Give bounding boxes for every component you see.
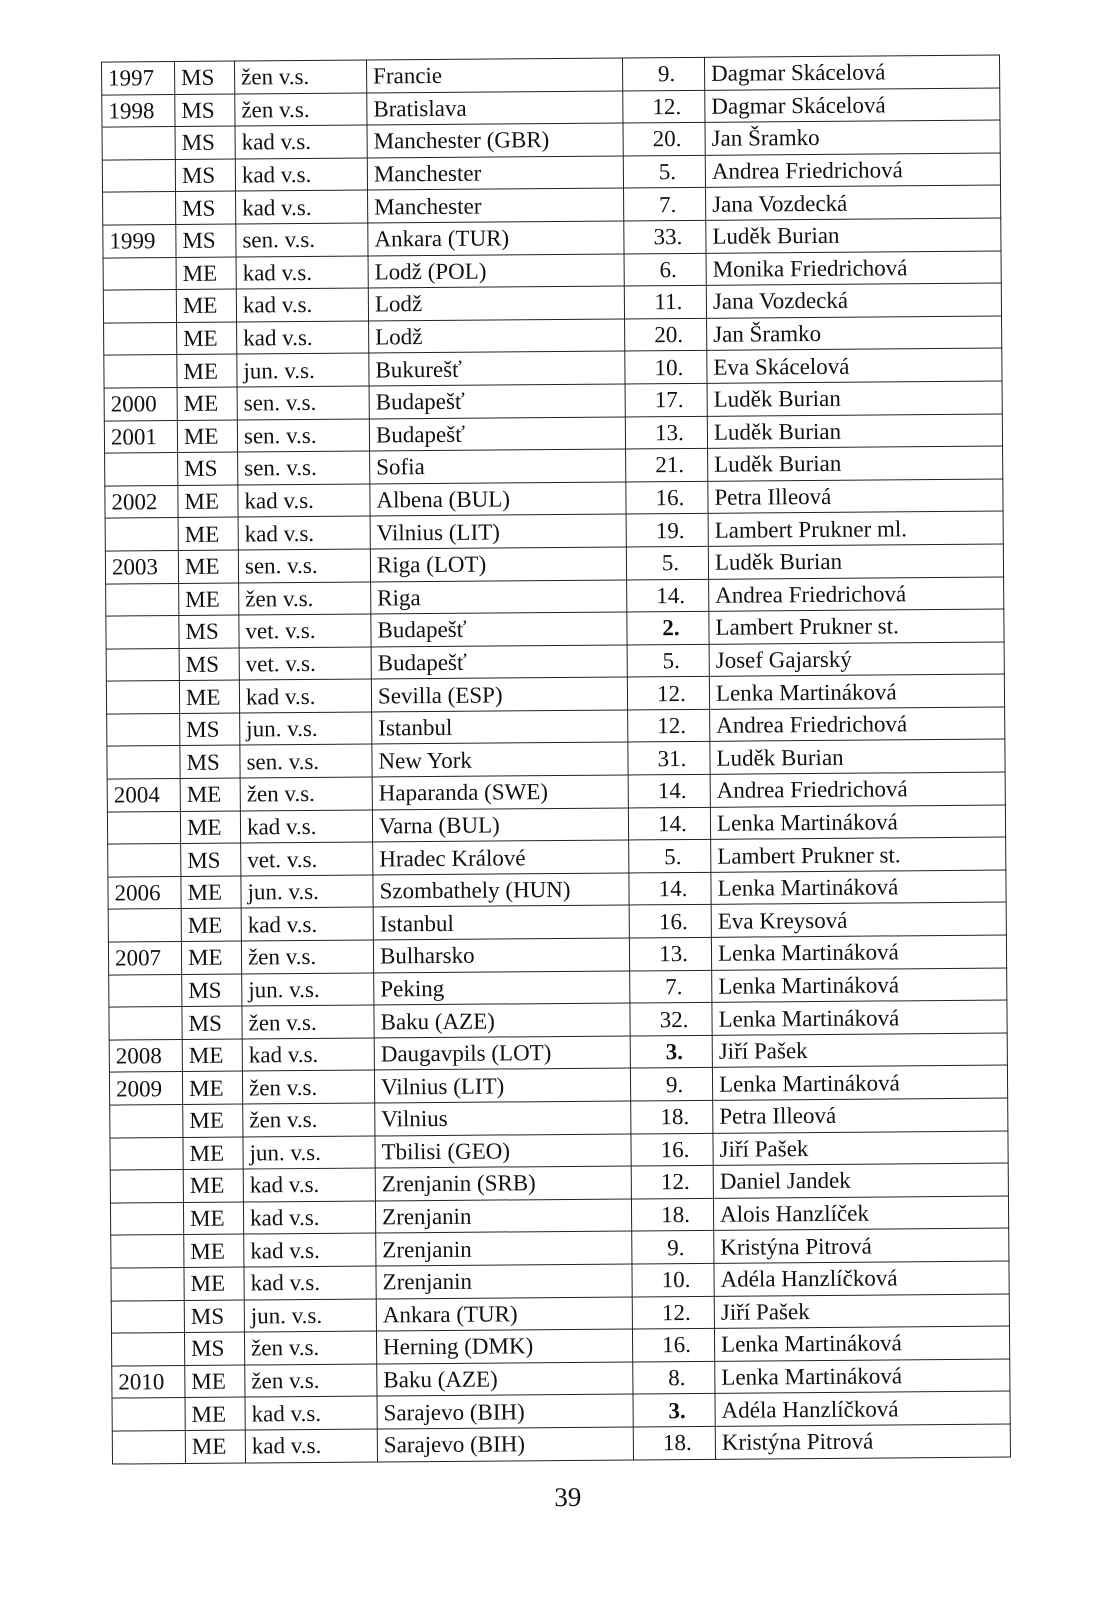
category-cell: žen v.s. <box>235 93 367 127</box>
venue-cell: Ankara (TUR) <box>368 221 624 256</box>
year-cell <box>106 616 179 649</box>
competition-type-cell: MS <box>175 126 235 159</box>
category-cell: žen v.s. <box>244 1331 376 1365</box>
category-cell: kad v.s. <box>244 1233 376 1267</box>
venue-cell: Francie <box>366 58 622 93</box>
venue-cell: Zrenjanin (SRB) <box>375 1166 631 1201</box>
athlete-name-cell: Lenka Martináková <box>712 968 1007 1003</box>
year-cell <box>112 1430 185 1463</box>
year-cell <box>104 355 177 388</box>
placement-cell: 16. <box>626 481 708 514</box>
athlete-name-cell: Alois Hanzlíček <box>713 1196 1008 1231</box>
venue-cell: Budapešť <box>369 384 625 419</box>
competition-type-cell: MS <box>179 615 239 648</box>
athlete-name-cell: Adéla Hanzlíčková <box>714 1261 1009 1296</box>
table-row <box>112 1424 1010 1464</box>
year-cell: 2009 <box>109 1072 182 1105</box>
athlete-name-cell: Jana Vozdecká <box>706 283 1001 318</box>
placement-cell: 9. <box>630 1068 712 1101</box>
competition-type-cell: ME <box>183 1137 243 1170</box>
competition-type-cell: ME <box>176 289 236 322</box>
venue-cell: Vilnius (LIT) <box>370 514 626 549</box>
year-cell: 1998 <box>102 94 175 127</box>
venue-cell: Sarajevo (BIH) <box>377 1427 633 1462</box>
year-cell: 2002 <box>105 485 178 518</box>
competition-type-cell: MS <box>178 452 238 485</box>
results-table <box>101 55 1011 1465</box>
placement-cell: 5. <box>623 155 705 188</box>
competition-type-cell: MS <box>175 94 235 127</box>
year-cell <box>110 1202 183 1235</box>
athlete-name-cell: Daniel Jandek <box>713 1163 1008 1198</box>
venue-cell: Budapešť <box>371 612 627 647</box>
category-cell: kad v.s. <box>245 1429 377 1463</box>
placement-cell: 33. <box>624 220 706 253</box>
category-cell: žen v.s. <box>242 1005 374 1039</box>
athlete-name-cell: Kristýna Pitrová <box>714 1228 1009 1263</box>
athlete-name-cell: Jan Šramko <box>705 120 1000 155</box>
venue-cell: Sofia <box>370 449 626 484</box>
venue-cell: Riga (LOT) <box>370 547 626 582</box>
category-cell: jun. v.s. <box>237 353 369 387</box>
year-cell <box>106 648 179 681</box>
year-cell <box>106 681 179 714</box>
athlete-name-cell: Lenka Martináková <box>712 1000 1007 1035</box>
venue-cell: Bratislava <box>367 91 623 126</box>
category-cell: sen. v.s. <box>236 223 368 257</box>
category-cell: kad v.s. <box>236 190 368 224</box>
category-cell: sen. v.s. <box>237 386 369 420</box>
category-cell: jun. v.s. <box>242 973 374 1007</box>
category-cell: žen v.s. <box>243 1103 375 1137</box>
category-cell: sen. v.s. <box>240 744 372 778</box>
category-cell: jun. v.s. <box>241 875 373 909</box>
venue-cell: Vilnius (LIT) <box>374 1068 630 1103</box>
category-cell: kad v.s. <box>242 1038 374 1072</box>
year-cell <box>109 1007 182 1040</box>
competition-type-cell: ME <box>180 811 240 844</box>
venue-cell: Budapešť <box>371 645 627 680</box>
category-cell: jun. v.s. <box>244 1299 376 1333</box>
competition-type-cell: ME <box>181 908 241 941</box>
category-cell: žen v.s. <box>234 60 366 94</box>
competition-type-cell: ME <box>184 1267 244 1300</box>
competition-type-cell: MS <box>184 1300 244 1333</box>
competition-type-cell: ME <box>176 257 236 290</box>
placement-cell: 12. <box>628 709 710 742</box>
athlete-name-cell: Luděk Burian <box>708 446 1003 481</box>
year-cell <box>107 811 180 844</box>
year-cell <box>108 844 181 877</box>
placement-cell: 8. <box>633 1361 715 1394</box>
competition-type-cell: ME <box>183 1169 243 1202</box>
year-cell <box>103 290 176 323</box>
athlete-name-cell: Andrea Friedrichová <box>709 577 1004 612</box>
year-cell: 2007 <box>108 942 181 975</box>
athlete-name-cell: Andrea Friedrichová <box>705 153 1000 188</box>
venue-cell: Szombathely (HUN) <box>373 873 629 908</box>
category-cell: kad v.s. <box>237 321 369 355</box>
year-cell <box>102 159 175 192</box>
athlete-name-cell: Petra Illeová <box>708 479 1003 514</box>
competition-type-cell: ME <box>177 387 237 420</box>
category-cell: vet. v.s. <box>239 614 371 648</box>
category-cell: sen. v.s. <box>237 419 369 453</box>
competition-type-cell: ME <box>179 583 239 616</box>
competition-type-cell: MS <box>184 1332 244 1365</box>
year-cell <box>105 453 178 486</box>
athlete-name-cell: Lambert Prukner st. <box>711 837 1006 872</box>
year-cell <box>112 1398 185 1431</box>
athlete-name-cell: Eva Skácelová <box>707 348 1002 383</box>
year-cell: 2006 <box>108 876 181 909</box>
year-cell <box>105 518 178 551</box>
placement-cell: 18. <box>633 1426 715 1459</box>
venue-cell: Tbilisi (GEO) <box>375 1134 631 1169</box>
category-cell: žen v.s. <box>245 1364 377 1398</box>
venue-cell: Istanbul <box>372 710 628 745</box>
placement-cell: 18. <box>631 1100 713 1133</box>
athlete-name-cell: Lenka Martináková <box>709 674 1004 709</box>
athlete-name-cell: Josef Gajarský <box>709 642 1004 677</box>
year-cell <box>104 322 177 355</box>
placement-cell: 18. <box>631 1198 713 1231</box>
category-cell: žen v.s. <box>239 582 371 616</box>
venue-cell: Baku (AZE) <box>377 1362 633 1397</box>
venue-cell: Lodž <box>369 319 625 354</box>
competition-type-cell: ME <box>185 1430 245 1463</box>
placement-cell: 3. <box>633 1394 715 1427</box>
athlete-name-cell: Luděk Burian <box>706 218 1001 253</box>
venue-cell: Lodž <box>368 286 624 321</box>
venue-cell: Bulharsko <box>373 938 629 973</box>
venue-cell: Manchester (GBR) <box>367 123 623 158</box>
competition-type-cell: ME <box>185 1365 245 1398</box>
year-cell <box>111 1300 184 1333</box>
competition-type-cell: MS <box>175 61 235 94</box>
placement-cell: 9. <box>632 1231 714 1264</box>
competition-type-cell: ME <box>179 680 239 713</box>
year-cell <box>109 974 182 1007</box>
placement-cell: 17. <box>625 383 707 416</box>
venue-cell: Vilnius <box>375 1101 631 1136</box>
category-cell: sen. v.s. <box>238 549 370 583</box>
competition-type-cell: ME <box>178 550 238 583</box>
placement-cell: 20. <box>623 123 705 156</box>
year-cell <box>108 909 181 942</box>
placement-cell: 16. <box>629 905 711 938</box>
competition-type-cell: MS <box>181 843 241 876</box>
category-cell: kad v.s. <box>239 679 371 713</box>
year-cell: 2008 <box>109 1039 182 1072</box>
placement-cell: 7. <box>630 970 712 1003</box>
year-cell <box>106 583 179 616</box>
year-cell: 2003 <box>105 550 178 583</box>
venue-cell: Peking <box>374 971 630 1006</box>
venue-cell: Haparanda (SWE) <box>372 775 628 810</box>
category-cell: žen v.s. <box>242 1070 374 1104</box>
competition-type-cell: MS <box>176 191 236 224</box>
placement-cell: 5. <box>629 840 711 873</box>
year-cell <box>102 127 175 160</box>
placement-cell: 2. <box>627 611 709 644</box>
placement-cell: 20. <box>625 318 707 351</box>
placement-cell: 14. <box>628 774 710 807</box>
athlete-name-cell: Jan Šramko <box>707 316 1002 351</box>
placement-cell: 32. <box>630 1003 712 1036</box>
category-cell: kad v.s. <box>235 125 367 159</box>
category-cell: kad v.s. <box>235 158 367 192</box>
athlete-name-cell: Luděk Burian <box>708 544 1003 579</box>
placement-cell: 12. <box>631 1166 713 1199</box>
athlete-name-cell: Lenka Martináková <box>711 870 1006 905</box>
category-cell: kad v.s. <box>245 1396 377 1430</box>
placement-cell: 14. <box>629 872 711 905</box>
competition-type-cell: MS <box>175 159 235 192</box>
year-cell: 2000 <box>104 387 177 420</box>
athlete-name-cell: Lambert Prukner st. <box>709 609 1004 644</box>
competition-type-cell: ME <box>178 517 238 550</box>
athlete-name-cell: Kristýna Pitrová <box>715 1424 1010 1459</box>
competition-type-cell: MS <box>180 713 240 746</box>
competition-type-cell: ME <box>180 778 240 811</box>
athlete-name-cell: Luděk Burian <box>710 739 1005 774</box>
venue-cell: Istanbul <box>373 905 629 940</box>
venue-cell: Varna (BUL) <box>372 808 628 843</box>
placement-cell: 12. <box>632 1296 714 1329</box>
venue-cell: Baku (AZE) <box>374 1003 630 1038</box>
category-cell: kad v.s. <box>236 256 368 290</box>
athlete-name-cell: Dagmar Skácelová <box>704 55 999 90</box>
category-cell: sen. v.s. <box>238 451 370 485</box>
athlete-name-cell: Jana Vozdecká <box>706 185 1001 220</box>
athlete-name-cell: Lenka Martináková <box>711 935 1006 970</box>
athlete-name-cell: Petra Illeová <box>713 1098 1008 1133</box>
placement-cell: 19. <box>626 514 708 547</box>
category-cell: kad v.s. <box>240 810 372 844</box>
placement-cell: 31. <box>628 742 710 775</box>
venue-cell: Zrenjanin <box>376 1264 632 1299</box>
venue-cell: Bukurešť <box>369 351 625 386</box>
competition-type-cell: ME <box>185 1397 245 1430</box>
athlete-name-cell: Jiří Pašek <box>714 1294 1009 1329</box>
venue-cell: Riga <box>371 579 627 614</box>
placement-cell: 5. <box>626 546 708 579</box>
placement-cell: 10. <box>632 1263 714 1296</box>
category-cell: kad v.s. <box>243 1201 375 1235</box>
category-cell: žen v.s. <box>240 777 372 811</box>
year-cell <box>110 1104 183 1137</box>
athlete-name-cell: Luděk Burian <box>707 381 1002 416</box>
venue-cell: Daugavpils (LOT) <box>374 1036 630 1071</box>
page-number: 39 <box>554 1481 582 1513</box>
competition-type-cell: ME <box>178 485 238 518</box>
competition-type-cell: ME <box>177 420 237 453</box>
category-cell: kad v.s. <box>244 1266 376 1300</box>
placement-cell: 3. <box>630 1035 712 1068</box>
placement-cell: 13. <box>625 416 707 449</box>
competition-type-cell: MS <box>179 648 239 681</box>
placement-cell: 21. <box>626 448 708 481</box>
placement-cell: 10. <box>625 351 707 384</box>
category-cell: kad v.s. <box>243 1168 375 1202</box>
placement-cell: 11. <box>624 286 706 319</box>
year-cell: 2004 <box>107 779 180 812</box>
competition-type-cell: MS <box>182 1006 242 1039</box>
results-table-body <box>102 55 1011 1464</box>
athlete-name-cell: Adéla Hanzlíčková <box>715 1391 1010 1426</box>
competition-type-cell: ME <box>181 941 241 974</box>
year-cell: 2010 <box>112 1365 185 1398</box>
athlete-name-cell: Lenka Martináková <box>710 805 1005 840</box>
year-cell <box>111 1267 184 1300</box>
venue-cell: Hradec Králové <box>373 840 629 875</box>
venue-cell: Zrenjanin <box>375 1199 631 1234</box>
year-cell <box>111 1333 184 1366</box>
year-cell <box>110 1137 183 1170</box>
athlete-name-cell: Andrea Friedrichová <box>710 772 1005 807</box>
placement-cell: 14. <box>627 579 709 612</box>
placement-cell: 13. <box>629 937 711 970</box>
competition-type-cell: MS <box>176 224 236 257</box>
competition-type-cell: MS <box>182 974 242 1007</box>
athlete-name-cell: Lenka Martináková <box>712 1065 1007 1100</box>
placement-cell: 12. <box>623 90 705 123</box>
competition-type-cell: ME <box>183 1202 243 1235</box>
year-cell <box>107 746 180 779</box>
venue-cell: Budapešť <box>369 417 625 452</box>
venue-cell: Albena (BUL) <box>370 482 626 517</box>
venue-cell: Ankara (TUR) <box>376 1297 632 1332</box>
year-cell: 2001 <box>104 420 177 453</box>
venue-cell: Sevilla (ESP) <box>371 677 627 712</box>
venue-cell: New York <box>372 742 628 777</box>
athlete-name-cell: Jiří Pašek <box>712 1033 1007 1068</box>
venue-cell: Lodž (POL) <box>368 254 624 289</box>
competition-type-cell: ME <box>177 322 237 355</box>
competition-type-cell: ME <box>181 876 241 909</box>
year-cell <box>111 1235 184 1268</box>
athlete-name-cell: Jiří Pašek <box>713 1131 1008 1166</box>
athlete-name-cell: Andrea Friedrichová <box>710 707 1005 742</box>
athlete-name-cell: Dagmar Skácelová <box>705 88 1000 123</box>
athlete-name-cell: Lenka Martináková <box>715 1359 1010 1394</box>
placement-cell: 5. <box>627 644 709 677</box>
placement-cell: 12. <box>627 677 709 710</box>
competition-type-cell: MS <box>180 746 240 779</box>
category-cell: kad v.s. <box>238 484 370 518</box>
competition-type-cell: ME <box>184 1234 244 1267</box>
category-cell: kad v.s. <box>236 288 368 322</box>
year-cell <box>103 257 176 290</box>
placement-cell: 14. <box>628 807 710 840</box>
year-cell <box>110 1170 183 1203</box>
category-cell: jun. v.s. <box>243 1136 375 1170</box>
placement-cell: 16. <box>632 1328 714 1361</box>
category-cell: vet. v.s. <box>239 647 371 681</box>
year-cell: 1999 <box>103 224 176 257</box>
athlete-name-cell: Monika Friedrichová <box>706 251 1001 286</box>
athlete-name-cell: Lambert Prukner ml. <box>708 511 1003 546</box>
category-cell: kad v.s. <box>241 907 373 941</box>
competition-type-cell: ME <box>183 1104 243 1137</box>
category-cell: jun. v.s. <box>240 712 372 746</box>
athlete-name-cell: Luděk Burian <box>707 414 1002 449</box>
placement-cell: 16. <box>631 1133 713 1166</box>
venue-cell: Herning (DMK) <box>376 1329 632 1364</box>
venue-cell: Manchester <box>368 188 624 223</box>
year-cell <box>107 713 180 746</box>
competition-type-cell: ME <box>182 1071 242 1104</box>
competition-type-cell: ME <box>177 354 237 387</box>
placement-cell: 7. <box>624 188 706 221</box>
category-cell: žen v.s. <box>241 940 373 974</box>
placement-cell: 6. <box>624 253 706 286</box>
athlete-name-cell: Eva Kreysová <box>711 902 1006 937</box>
placement-cell: 9. <box>622 57 704 90</box>
category-cell: kad v.s. <box>238 516 370 550</box>
competition-type-cell: ME <box>182 1039 242 1072</box>
venue-cell: Manchester <box>367 156 623 191</box>
year-cell <box>103 192 176 225</box>
category-cell: vet. v.s. <box>241 842 373 876</box>
year-cell: 1997 <box>102 62 175 95</box>
venue-cell: Zrenjanin <box>376 1231 632 1266</box>
venue-cell: Sarajevo (BIH) <box>377 1394 633 1429</box>
athlete-name-cell: Lenka Martináková <box>714 1326 1009 1361</box>
